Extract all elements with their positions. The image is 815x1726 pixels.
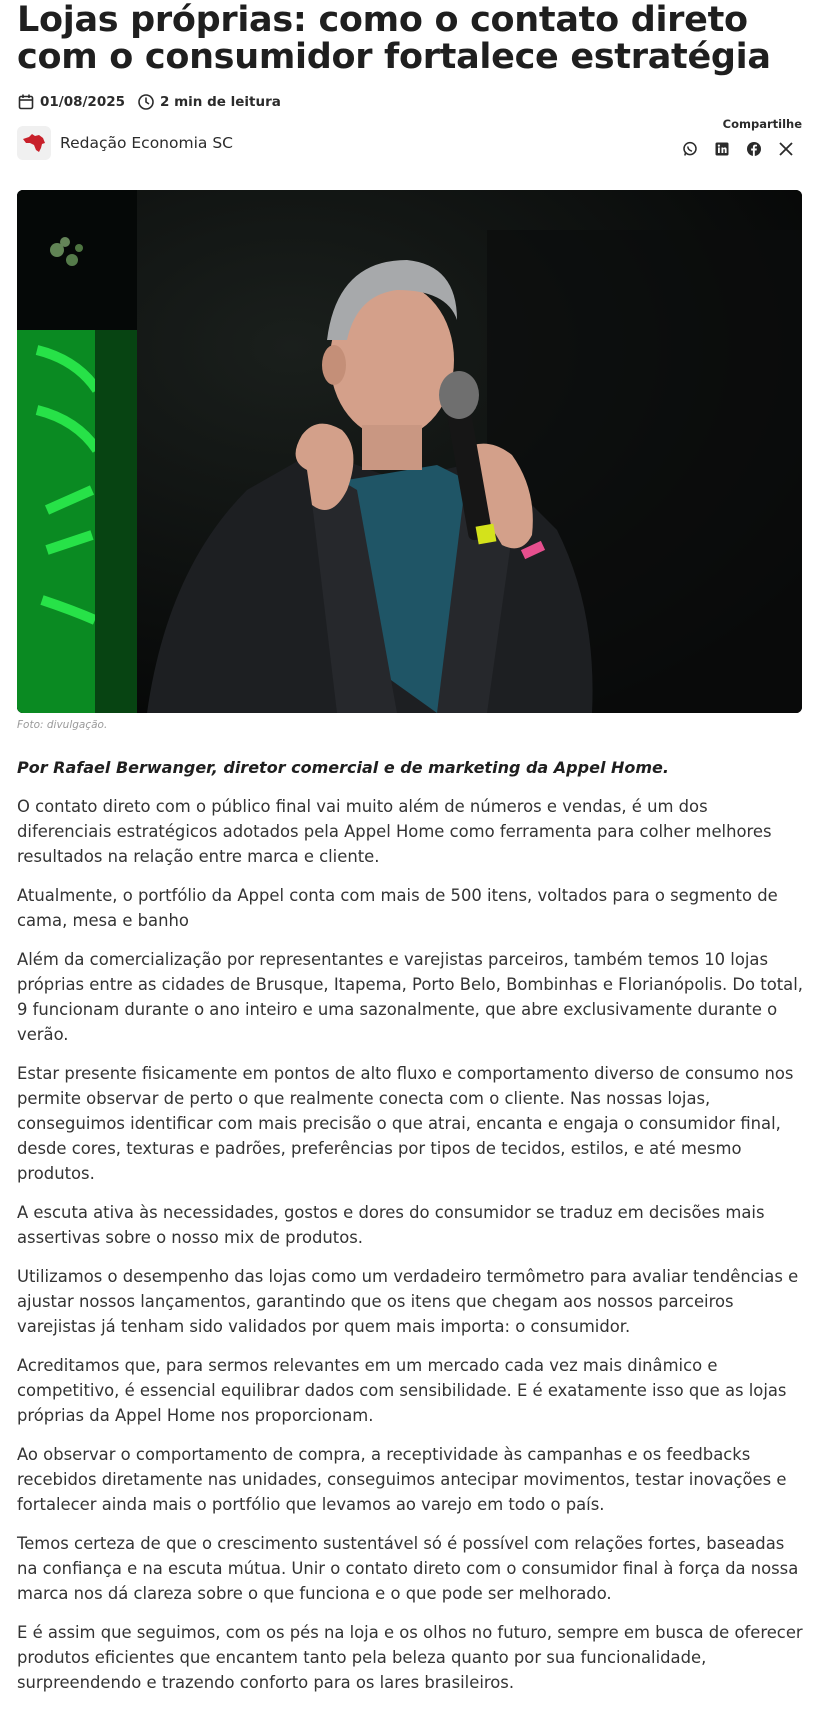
article-paragraph: E é assim que seguimos, com os pés na loja e os olhos no futuro, sempre em busca de oferecer produtos eficientes que encantem tanto pela beleza quanto por sua funcionalidade, surpreendendo e trazendo conforto para os lares brasileiros. bbox=[17, 1623, 803, 1692]
clock-icon bbox=[137, 93, 155, 111]
article-paragraph: Utilizamos o desempenho das lojas como um verdadeiro termômetro para avaliar tendências e ajustar nossos lançamentos, garantindo que os itens que chegam aos nossos parceiros varejistas já tenham sido validados por quem mais importa: o consumidor. bbox=[17, 1267, 799, 1336]
facebook-icon[interactable] bbox=[738, 139, 770, 159]
linkedin-icon[interactable] bbox=[706, 139, 738, 159]
author-block[interactable] bbox=[17, 126, 233, 160]
article-paragraph: Temos certeza de que o crescimento sustentável só é possível com relações fortes, baseadas na confiança e na escuta mútua. Unir o contato direto com o consumidor final à força da nossa marca nos dá clareza sobre o que funciona e o que pode ser melhorado. bbox=[17, 1534, 799, 1603]
share-block bbox=[674, 117, 802, 159]
article-lead: Por Rafael Berwanger, diretor comercial e de marketing da Appel Home. bbox=[17, 758, 669, 777]
article-paragraph: A escuta ativa às necessidades, gostos e dores do consumidor se traduz em decisões mais assertivas sobre o nosso mix de produtos. bbox=[17, 1203, 765, 1247]
date-item bbox=[17, 93, 125, 111]
publish-date: 01/08/2025 bbox=[40, 94, 126, 110]
share-label: Compartilhe bbox=[722, 117, 802, 131]
article-paragraph: Acreditamos que, para sermos relevantes em um mercado cada vez mais dinâmico e competitivo, é essencial equilibrar dados com sensibilidade. E é exatamente isso que as lojas próprias da Appel Home nos proporcionam. bbox=[17, 1356, 787, 1425]
read-time-item bbox=[137, 93, 281, 111]
article-photo bbox=[17, 190, 802, 713]
speaker-photo-illustration bbox=[17, 190, 802, 713]
sc-map-logo-icon bbox=[20, 129, 48, 157]
read-time: 2 min de leitura bbox=[160, 94, 281, 110]
article-meta bbox=[17, 92, 802, 112]
article-container bbox=[17, 0, 803, 1692]
share-icons bbox=[674, 139, 802, 159]
whatsapp-icon[interactable] bbox=[674, 139, 706, 159]
article-title: Lojas próprias: como o contato direto com o consumidor fortalece estratégia bbox=[17, 0, 771, 77]
author-share-row bbox=[17, 117, 802, 168]
article-paragraph: Atualmente, o portfólio da Appel conta com mais de 500 itens, voltados para o segmento de cama, mesa e banho bbox=[17, 886, 778, 930]
article-paragraph: Estar presente fisicamente em pontos de alto fluxo e comportamento diverso de consumo nos permite observar de perto o que realmente conecta com o cliente. Nas nossas lojas, conseguimos identificar com mais precisão o que atrai, encanta e engaja o consumidor final, desde cores, texturas e padrões, preferências por tipos de tecidos, estilos, e até mesmo produtos. bbox=[17, 1064, 794, 1183]
article-paragraph: O contato direto com o público final vai muito além de números e vendas, é um dos diferenciais estratégicos adotados pela Appel Home como ferramenta para colher melhores resultados na relação entre marca e cliente. bbox=[17, 797, 772, 866]
author-name: Redação Economia SC bbox=[60, 134, 233, 152]
x-icon[interactable] bbox=[770, 139, 802, 159]
article-paragraph: Ao observar o comportamento de compra, a receptividade às campanhas e os feedbacks recebidos diretamente nas unidades, conseguimos antecipar movimentos, testar inovações e fortalecer ainda mais o portfólio que levamos ao varejo em todo o país. bbox=[17, 1445, 787, 1514]
calendar-icon bbox=[17, 93, 35, 111]
article-paragraph: Além da comercialização por representantes e varejistas parceiros, também temos 10 lojas próprias entre as cidades de Brusque, Itapema, Porto Belo, Bombinhas e Florianópolis. Do total, 9 funcionam durante o ano inteiro e uma sazonalmente, que abre exclusivamente durante o verão. bbox=[17, 950, 803, 1044]
article-body bbox=[17, 756, 807, 1709]
photo-caption: Foto: divulgação. bbox=[17, 719, 108, 731]
author-avatar bbox=[17, 126, 51, 160]
